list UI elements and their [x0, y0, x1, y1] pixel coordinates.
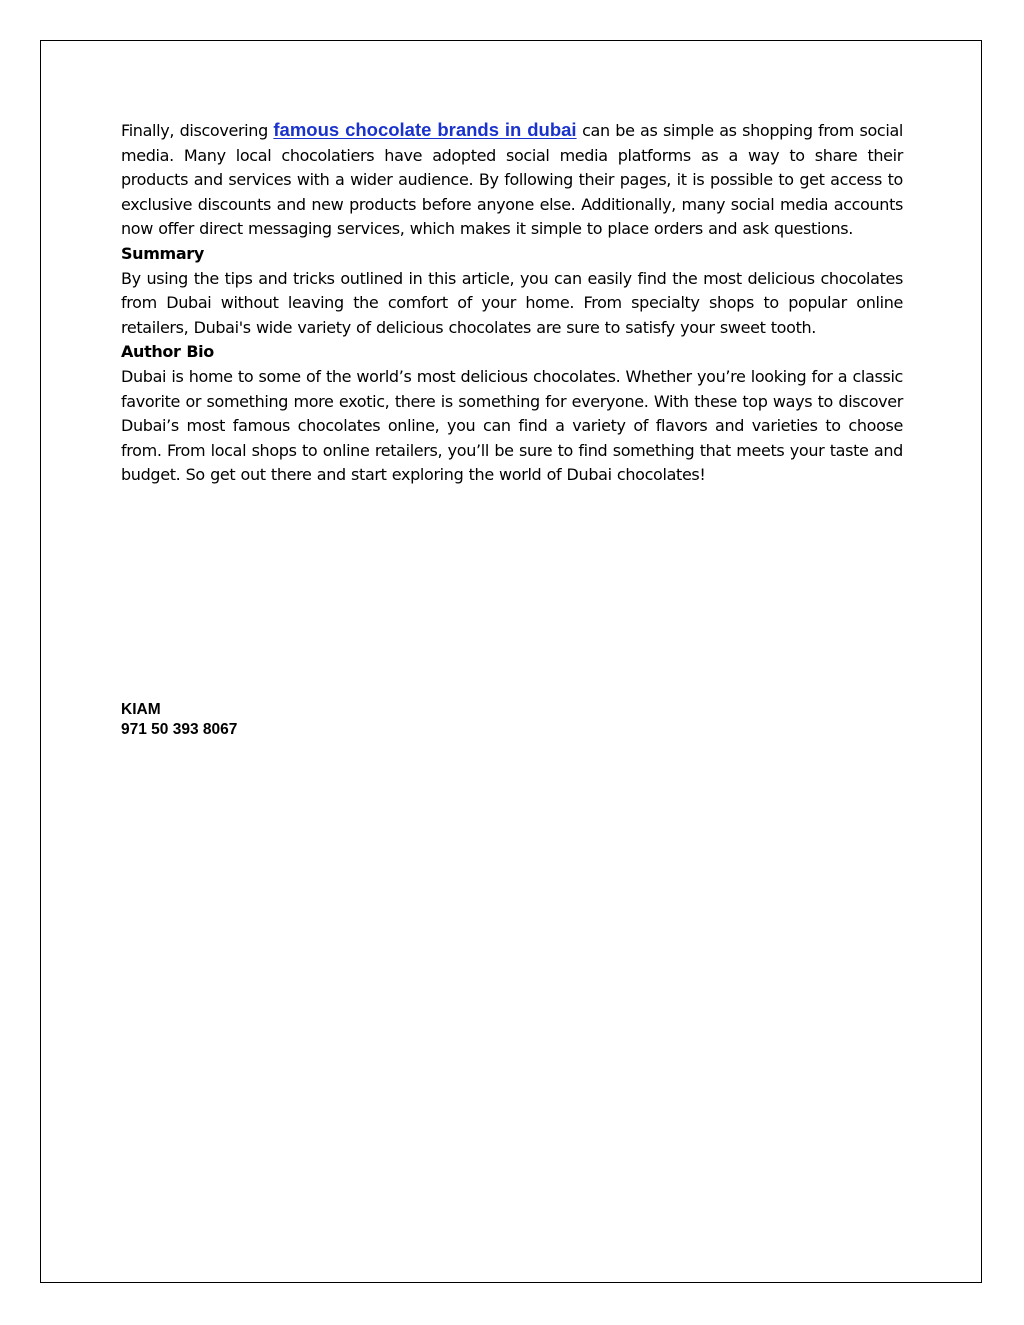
contact-block — [121, 700, 237, 740]
summary-paragraph: By using the tips and tricks outlined in this article, you can easily find the most delicious chocolates from Dubai without leaving the comfort of your home. From specialty shops to popular online retailers, Dubai's wide variety of delicious chocolates are sure to satisfy your sweet tooth. — [121, 268, 903, 337]
famous-chocolate-brands-link[interactable]: famous chocolate brands in dubai — [273, 119, 577, 140]
intro-lead-text: Finally, discovering — [121, 121, 274, 140]
summary-heading: Summary — [121, 243, 204, 263]
contact-phone: 971 50 393 8067 — [121, 721, 238, 738]
author-bio-heading: Author Bio — [121, 342, 214, 362]
intro-rest-text: can be as simple as shopping from social media. Many local chocolatiers have adopted social media platforms as a way to share their products and services with a wider audience. By following their pages, it is possible to get access to exclusive discounts and new products before anyone else. Additionally, many social media accounts now offer direct messaging services, which makes it simple to place orders and ask questions. — [121, 121, 903, 239]
contact-name: KIAM — [121, 701, 161, 718]
author-bio-paragraph: Dubai is home to some of the world’s most delicious chocolates. Whether you’re looking for a classic favorite or something more exotic, there is something for everyone. With these top ways to discover Dubai’s most famous chocolates online, you can find a variety of flavors and varieties to choose from. From local shops to online retailers, you’ll be sure to find something that meets your taste and budget. So get out there and start exploring the world of Dubai chocolates! — [121, 366, 903, 485]
document-body — [121, 118, 903, 488]
intro-paragraph — [121, 118, 903, 242]
